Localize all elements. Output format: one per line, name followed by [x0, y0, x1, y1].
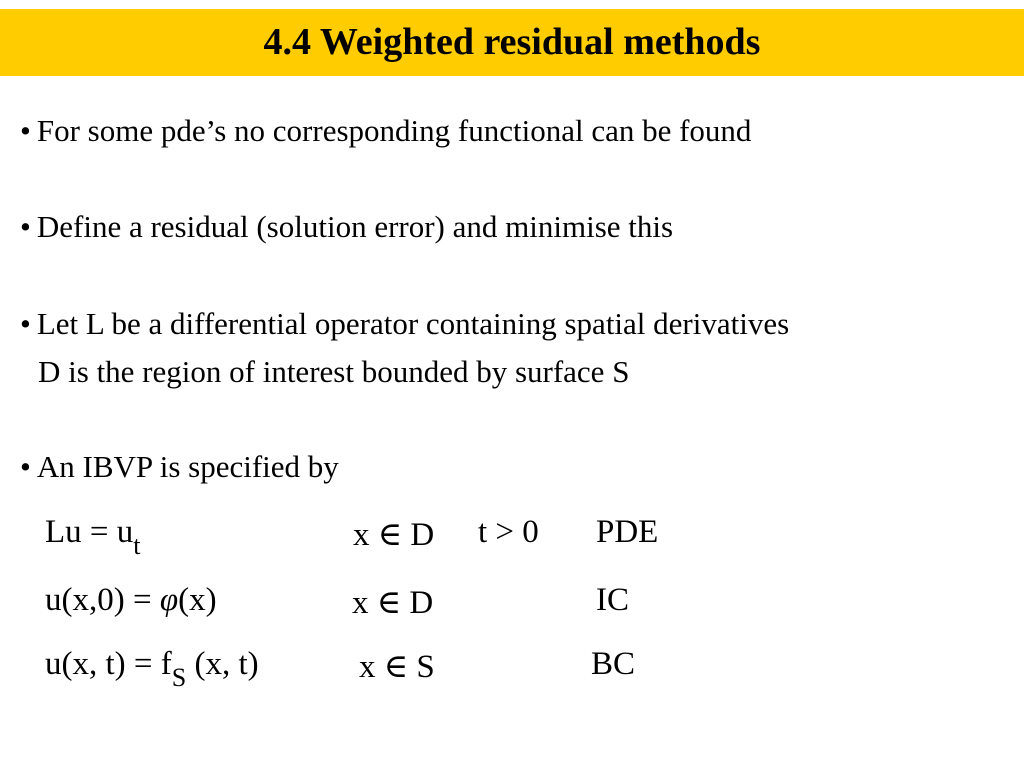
ic-label: IC — [596, 582, 629, 618]
bullet-text-2: Define a residual (solution error) and minimise this — [36, 209, 674, 244]
bullet-text-4: An IBVP is specified by — [36, 449, 339, 484]
pde-domain: x ∈ D — [353, 517, 435, 553]
bc-lhs-rest: (x, t) — [186, 646, 259, 682]
bc-equation-lhs — [45, 646, 259, 692]
bc-lhs-subscript: S — [171, 663, 187, 692]
bullet-item-2 — [20, 209, 673, 245]
bullet-text-1: For some pde’s no corresponding functional can be found — [36, 113, 752, 148]
bullet-glyph: • — [20, 113, 31, 148]
pde-equation-lhs — [45, 514, 141, 560]
bc-lhs-main: u(x, t) = f — [45, 646, 172, 682]
bullet-glyph: • — [20, 449, 31, 484]
bullet-continuation: D is the region of interest bounded by surface S — [38, 354, 630, 389]
ic-lhs-main: u(x,0) = — [45, 582, 160, 618]
bc-domain: x ∈ S — [359, 649, 435, 685]
title-bar — [0, 9, 1024, 76]
bullet-item-4 — [20, 449, 339, 485]
ic-lhs-rest: (x) — [178, 582, 217, 618]
bullet-text-3: Let L be a differential operator containing spatial derivatives — [36, 306, 790, 341]
bullet-item-1 — [20, 113, 751, 149]
pde-lhs-subscript: t — [133, 531, 141, 560]
bullet-glyph: • — [20, 306, 31, 341]
pde-condition: t > 0 — [478, 514, 539, 550]
bullet-item-3 — [20, 306, 789, 342]
ic-equation-lhs — [45, 582, 217, 619]
pde-lhs-main: Lu = u — [45, 514, 134, 550]
pde-label: PDE — [596, 514, 659, 550]
bullet-glyph: • — [20, 209, 31, 244]
phi-symbol: φ — [159, 582, 179, 618]
bc-label: BC — [591, 646, 636, 682]
ic-domain: x ∈ D — [352, 585, 434, 621]
slide-title: 4.4 Weighted residual methods — [263, 21, 761, 63]
